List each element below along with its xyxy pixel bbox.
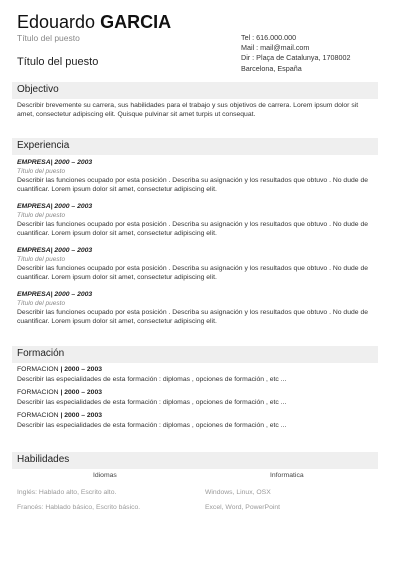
skills-section-bar [12,452,378,469]
experience-desc: Describir las funciones ocupado por esta posición . Describa su asignación y los resultados que obtuvo . No dude de cuantificar. Lorem ipsum dolor sit amet, consectetur adipiscing elit. [17,309,368,326]
experience-company: EMPRESA| 2000 – 2003 [17,291,93,298]
it-heading: Informatica [270,472,304,479]
job-title: Título del puesto [17,56,99,68]
experience-company: EMPRESA| 2000 – 2003 [17,247,93,254]
education-title: Formación [17,348,65,359]
objective-section-bar [12,82,378,99]
education-org: FORMACION [17,412,59,419]
experience-role: Título del puesto [17,168,66,175]
contact-block [241,33,350,74]
skills-title: Habilidades [17,454,70,465]
contact-tel: Tel : 616.000.000 [241,33,297,42]
education-years: | 2000 – 2003 [60,366,103,373]
education-years: | 2000 – 2003 [60,412,103,419]
experience-section-bar [12,138,378,155]
languages-heading: Idiomas [93,472,117,479]
education-heading [17,388,377,398]
objective-title: Objectivo [17,84,59,95]
contact-mail: Mail : mail@mail.com [241,43,310,53]
education-desc: Describir las especialidades de esta formación : diplomas , opciones de formación , etc ... [17,398,287,406]
education-heading [17,365,377,375]
education-item [17,411,377,430]
last-name: GARCIA [100,12,172,32]
experience-item [17,246,377,283]
experience-company: EMPRESA| 2000 – 2003 [17,159,93,166]
education-org: FORMACION [17,389,59,396]
experience-desc: Describir las funciones ocupado por esta posición . Describa su asignación y los resultados que obtuvo . No dude de cuantificar. Lorem ipsum dolor sit amet, consectetur adipiscing elit. [17,265,368,282]
experience-role: Título del puesto [17,212,66,219]
experience-item [17,202,377,239]
contact-address: Dir : Plaça de Catalunya, 1708002 [241,53,351,63]
experience-role: Título del puesto [17,256,66,263]
experience-desc: Describir las funciones ocupado por esta posición . Describa su asignación y los resultados que obtuvo . No dude de cuantificar. Lorem ipsum dolor sit amet, consectetur adipiscing elit. [17,177,368,194]
it-skill: Excel, Word, PowerPoint [205,504,281,511]
header-subtitle: Título del puesto [17,33,80,43]
contact-city: Barcelona, España [241,63,302,73]
language-skill: Inglés: Hablado alto, Escrito alto. [17,489,117,496]
experience-item [17,290,377,327]
education-org: FORMACION [17,366,59,373]
education-desc: Describir las especialidades de esta formación : diplomas , opciones de formación , etc ... [17,421,287,429]
education-years: | 2000 – 2003 [60,389,103,396]
experience-desc: Describir las funciones ocupado por esta posición . Describa su asignación y los resultados que obtuvo . No dude de cuantificar. Lorem ipsum dolor sit amet, consectetur adipiscing elit. [17,221,368,238]
experience-item [17,158,377,195]
language-skill: Francés: Hablado básico, Escrito básico. [17,504,141,511]
education-section-bar [12,346,378,363]
objective-text: Describir brevemente su carrera, sus habilidades para el trabajo y sus objetivos de carrera. Lorem ipsum dolor sit amet, consectetur adipiscing elit. Quisque pulvinar sit amet turpis ut consequat. [17,102,359,119]
education-item [17,365,377,384]
education-desc: Describir las especialidades de esta formación : diplomas , opciones de formación , etc ... [17,375,287,383]
first-name: Edouardo [17,12,96,32]
education-heading [17,411,377,421]
experience-company: EMPRESA| 2000 – 2003 [17,203,93,210]
experience-role: Título del puesto [17,300,66,307]
experience-title: Experiencia [17,140,70,151]
candidate-name [17,11,171,33]
it-skill: Windows, Linux, OSX [205,489,271,496]
education-item [17,388,377,407]
